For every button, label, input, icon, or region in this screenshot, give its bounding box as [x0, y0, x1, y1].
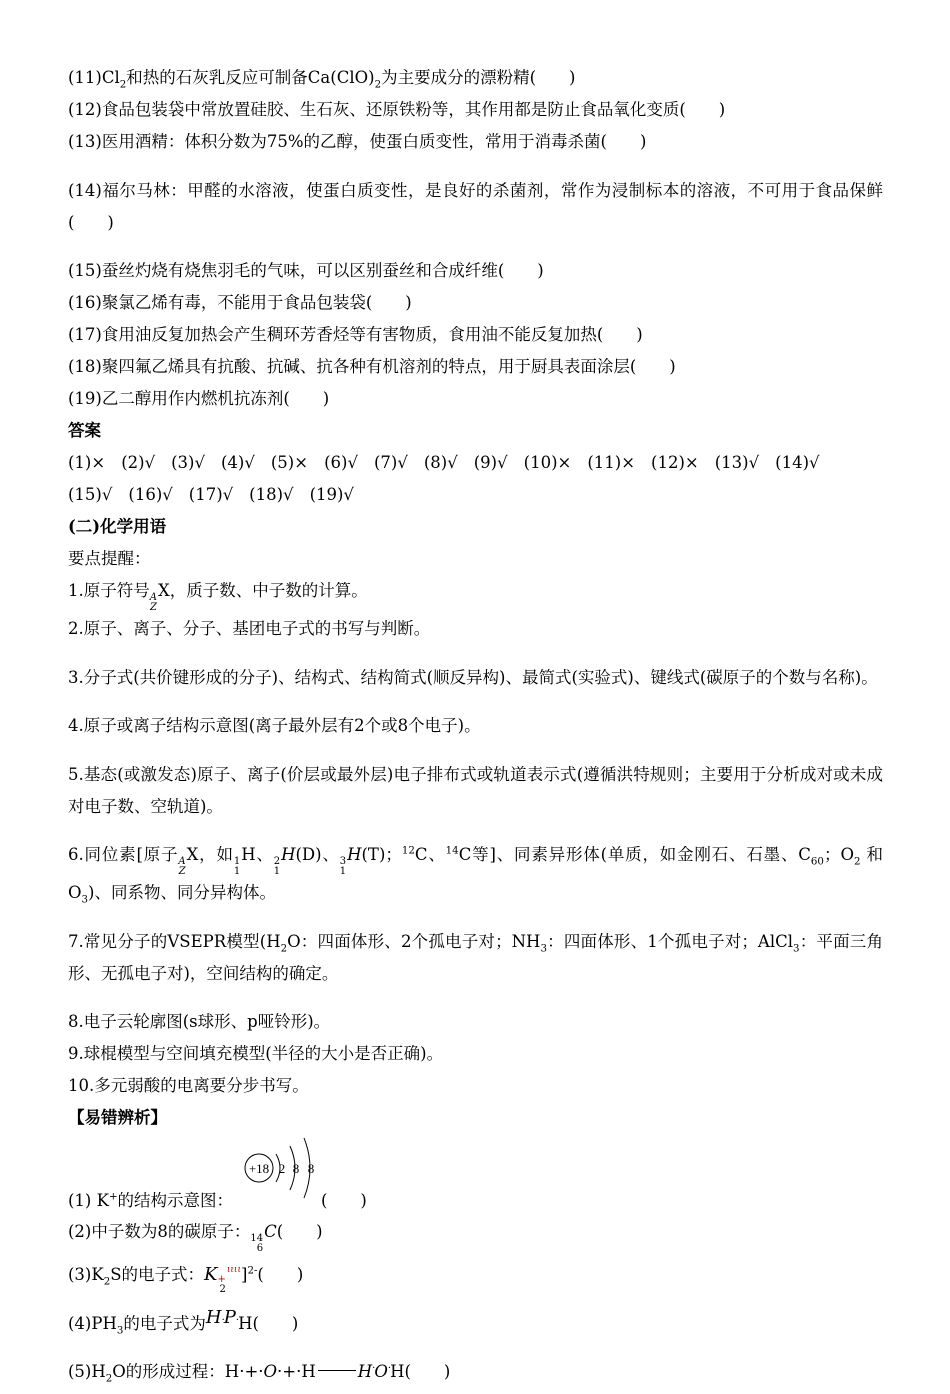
answer-item: (6)√ [324, 453, 358, 472]
label-text: (3)K [68, 1265, 104, 1284]
mass-number: A [149, 592, 157, 603]
item-text: 和热的石灰乳反应可制备Ca(ClO) [126, 68, 375, 87]
point-text: )、同系物、同分异构体。 [88, 883, 276, 902]
element-symbol: K [204, 1264, 218, 1285]
error-1-label [68, 1186, 233, 1216]
mass-number: 14 [250, 1233, 264, 1244]
answer-item: (12)× [651, 453, 699, 472]
electron-dots: · [221, 1315, 224, 1326]
answer-label: 答案 [68, 421, 101, 440]
label-text: S的电子式： [110, 1265, 205, 1284]
point-5: 5.基态(或激发态)原子、离子(价层或最外层)电子排布式或轨道表示式(遵循洪特规则；主要用于分析成对或未成对电子数、空轨道)。 [68, 764, 883, 816]
point-1 [68, 575, 883, 613]
item-16: (16)聚氯乙烯有毒，不能用于食品包装袋( ) [68, 293, 412, 312]
answer-blank: ( ) [404, 1362, 451, 1381]
electron-dots: · [387, 1363, 391, 1374]
point-text: 1.原子符号 [68, 581, 150, 600]
answer-item: (1)× [68, 453, 106, 472]
point-text: C等]、同素异形体(单质，如金刚石、石墨、C [458, 845, 811, 864]
label-text: (1) K [68, 1191, 109, 1210]
label-text: (5)H [68, 1362, 106, 1381]
element-symbol: H [357, 1362, 373, 1381]
answer-item: (11)× [587, 453, 636, 472]
item-17: (17)食用油反复加热会产生稠环芳香烃等有害物质，食用油不能反复加热( ) [68, 325, 643, 344]
subscript: 2 [219, 1284, 226, 1295]
superscript: 2- [247, 1265, 258, 1277]
atomic-structure-diagram [238, 1134, 328, 1210]
answer-item: (4)√ [220, 453, 255, 472]
atomic-number: Z [178, 866, 186, 877]
answer-item: (8)√ [423, 453, 458, 472]
point-7: 7.常见分子的VSEPR模型($H_2O$：四面体形、2个孤电子对；$NH_3$：四面体形、1个孤电子对；AlCl$_3$：平面三角形、无孤电子对)，空间结构的确定。 [68, 931, 884, 983]
element-symbol: O [374, 1362, 388, 1381]
answer-item: (18)√ [249, 485, 294, 504]
errors-title: 【易错辨析】 [68, 1108, 167, 1127]
point-text: 和O [68, 845, 884, 902]
answer-block [68, 415, 883, 511]
error-3: $(3)K_2S$的电子式：K + 2 $^{\iota\iota\iota\iota}$]$^{2-}$( ) [68, 1264, 304, 1295]
item-13: (13)医用酒精：体积分数为75%的乙醇，使蛋白质变性，常用于消毒杀菌( ) [68, 132, 647, 151]
answer-blank: ( ) [321, 1191, 367, 1210]
answer-blank: ( ) [252, 1314, 299, 1333]
label-text: ·+·H [277, 1362, 316, 1381]
element-symbol: O [263, 1362, 278, 1381]
electron-dots: · [235, 1315, 239, 1326]
item-11 [68, 62, 883, 94]
item-14: (14)福尔马林：甲醛的水溶液，使蛋白质变性，是良好的杀菌剂，常作为浸制标本的溶液，不可用于食品保鲜( ) [68, 180, 883, 232]
isotope-notation [150, 593, 157, 613]
label-text: 的电子式为 [123, 1314, 206, 1333]
shell-3-count: 8 [307, 1161, 315, 1176]
answer-item: (14)√ [775, 453, 820, 472]
point-text: (D)、 [295, 845, 340, 864]
item-19: (19)乙二醇用作内燃机抗冻剂( ) [68, 389, 330, 408]
item-15: (15)蚕丝灼烧有烧焦羽毛的气味，可以区别蚕丝和合成纤维( ) [68, 261, 544, 280]
point-3: 3.分子式(共价键形成的分子)、结构式、结构简式(顺反异构)、最简式(实验式)、键线式(碳原子的个数与名称)。 [68, 667, 878, 687]
section-intro: 要点提醒： [68, 549, 151, 568]
point-8: 8.电子云轮廓图(s球形、p哑铃形)。 [68, 1012, 331, 1031]
element-symbol: C [264, 1222, 277, 1241]
item-12: (12)食品包装袋中常放置硅胶、生石灰、还原铁粉等，其作用都是防止食品氧化变质( ) [68, 100, 726, 119]
shell-2-count: 8 [292, 1161, 300, 1176]
answer-blank: ( ) [257, 1265, 304, 1284]
answer-item: (15)√ [68, 485, 113, 504]
superscript: + [108, 1191, 118, 1203]
point-text: (T)； [361, 845, 402, 864]
item-18: (18)聚四氟乙烯具有抗酸、抗碱、抗各种有机溶剂的特点，用于厨具表面涂层( ) [68, 357, 676, 376]
point-10: 10.多元弱酸的电离要分步书写。 [68, 1076, 309, 1095]
answer-item: (10)× [523, 453, 572, 472]
point-text: O：四面体形、2个孤电子对；NH [287, 931, 541, 951]
answer-item: (16)√ [128, 485, 173, 504]
answer-item: (17)√ [188, 485, 234, 504]
point-text: ：平面三角形、无孤电子对)，空间结构的确定。 [68, 931, 884, 983]
section-title: (二)化学用语 [68, 517, 167, 536]
label-text: 的结构示意图： [117, 1191, 234, 1210]
electron-dots: · [372, 1363, 375, 1374]
point-text: X，质子数、中子数的计算。 [157, 581, 368, 600]
answer-item: (13)√ [714, 453, 760, 472]
point-text: X，如 [186, 845, 234, 864]
isotope-notation: 3 1 [339, 856, 347, 877]
element-symbol: H [238, 1314, 253, 1333]
answer-item: (7)√ [373, 453, 408, 472]
answer-item: (5)× [270, 453, 309, 472]
item-text: 为主要成分的漂粉精( ) [381, 68, 576, 87]
element-symbol: H [390, 1362, 405, 1381]
isotope-notation [250, 1234, 263, 1254]
isotope-notation: 2 1 [273, 856, 281, 877]
point-9: 9.球棍模型与空间填充模型(半径的大小是否正确)。 [68, 1044, 444, 1063]
error-2 [68, 1216, 883, 1254]
point-text: 6.同位素[原子 [68, 845, 179, 864]
element-symbol: H [205, 1307, 222, 1328]
error-1 [68, 1134, 883, 1216]
subscript: 2 [119, 79, 127, 91]
document-page [68, 62, 883, 1394]
point-text: H [281, 845, 296, 864]
nucleus-charge: +18 [248, 1161, 270, 1176]
answer-blank: ( ) [276, 1222, 323, 1241]
bracket: ] [241, 1265, 248, 1284]
atomic-number: Z [150, 602, 157, 613]
point-2: 2.原子、离子、分子、基团电子式的书写与判断。 [68, 619, 431, 638]
answer-item: (19)√ [309, 485, 354, 504]
point-text: H [347, 845, 362, 864]
error-5: $(5)H_2O$的形成过程：H·+·O·+·H H·O·H( ) [68, 1362, 451, 1385]
point-4: 4.原子或离子结构示意图(离子最外层有2个或8个电子)。 [68, 716, 481, 735]
error-4: $(4)PH_3$的电子式为H·P·H( ) [68, 1307, 299, 1337]
isotope-notation [178, 857, 185, 877]
element-symbol: P [223, 1307, 236, 1328]
electron-dots: ιιιι [226, 1265, 241, 1275]
reaction-arrow [318, 1370, 356, 1371]
point-text: ；O [823, 845, 854, 864]
atomic-number: 6 [256, 1243, 264, 1254]
charge-notation: + 2 [217, 1274, 226, 1295]
label-text: O的形成过程：H·+· [112, 1362, 264, 1381]
point-6: 6.同位素[原子 A Z X，如 1 1 H、 2 1 H(D)、 3 1 H(T)；$^{12}$C、$^{14}$C等]、同素异形体(单质，如金刚石、石墨、$C_{60}$；$O_2$ 和$O_3$)、同系物、同分异构体。 [68, 845, 884, 906]
item-num: (11) [68, 68, 102, 87]
shell-1-count: 2 [278, 1161, 286, 1176]
label-text: (2)中子数为8的碳原子： [68, 1222, 251, 1241]
answer-item: (2)√ [121, 453, 156, 472]
point-text: C、 [414, 845, 446, 864]
answer-item: (3)√ [171, 453, 205, 472]
point-text: H、 [241, 845, 274, 864]
point-text: ：四面体形、1个孤电子对；AlCl [546, 931, 794, 951]
item-text: Cl [101, 68, 120, 87]
answer-item: (9)√ [473, 453, 508, 472]
isotope-notation: 1 1 [233, 856, 241, 877]
label-text: (4)PH [68, 1314, 117, 1333]
subscript: 60 [810, 856, 824, 868]
mass-number: A [178, 856, 186, 867]
point-text: 7.常见分子的VSEPR模型(H [68, 931, 281, 951]
subscript: 2 [374, 79, 382, 91]
